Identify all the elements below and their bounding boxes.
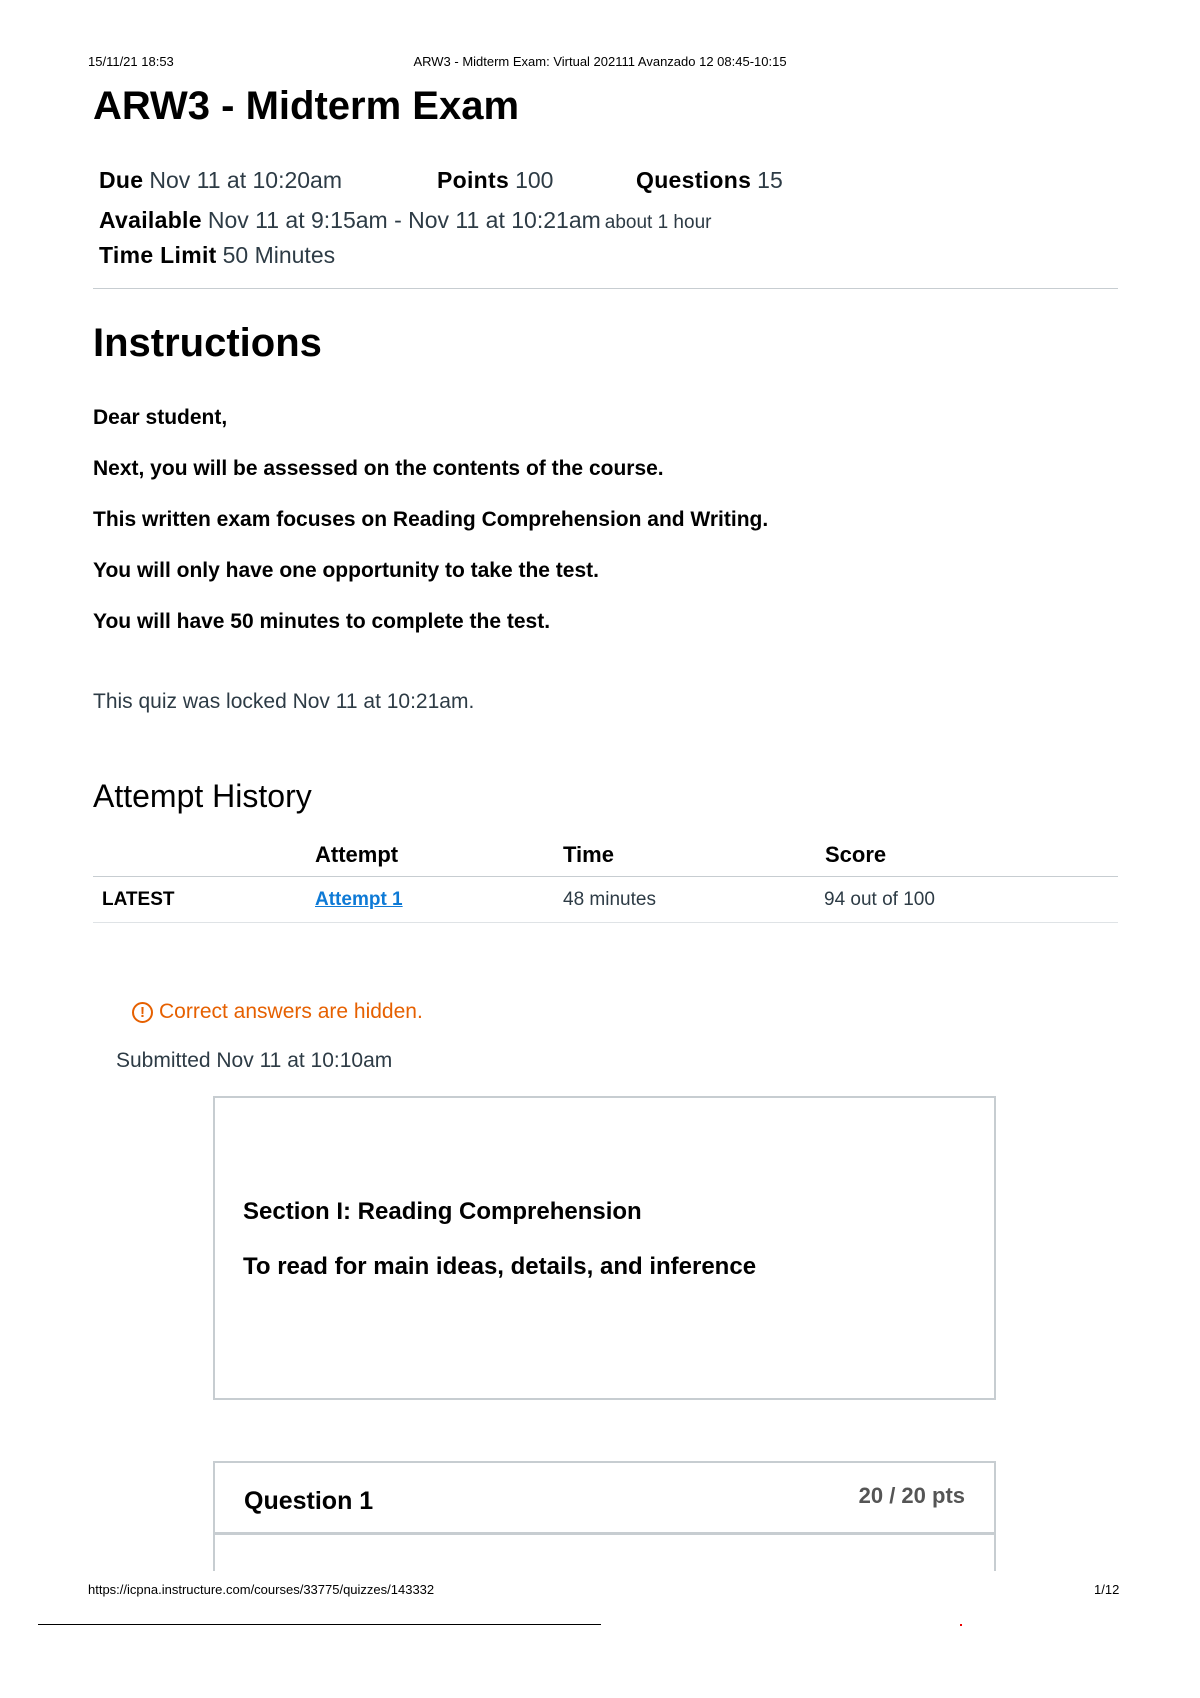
print-page-title: ARW3 - Midterm Exam: Virtual 202111 Avanzado 12 08:45-10:15 (413, 54, 787, 69)
available-label: Available (99, 207, 202, 233)
attempt-cell (315, 889, 403, 911)
table-row-divider (93, 922, 1118, 923)
latest-label: LATEST (102, 889, 175, 910)
footer-line (38, 1624, 601, 1625)
print-url: https://icpna.instructure.com/courses/33775/quizzes/143332 (88, 1582, 435, 1597)
column-header-time: Time (563, 842, 614, 867)
section-subtitle: To read for main ideas, details, and inference (243, 1253, 757, 1280)
locked-note: This quiz was locked Nov 11 at 10:21am. (93, 690, 475, 713)
instruction-line: Next, you will be assessed on the contents of the course. (93, 457, 664, 480)
instruction-line: You will have 50 minutes to complete the test. (93, 610, 551, 633)
due-value: Nov 11 at 10:20am (149, 167, 342, 193)
notice-text: Correct answers are hidden. (159, 1000, 423, 1023)
available-value: Nov 11 at 9:15am - Nov 11 at 10:21am (207, 207, 601, 233)
print-header (0, 54, 1200, 74)
time-limit-value: 50 Minutes (222, 242, 336, 268)
divider (93, 288, 1118, 289)
time-limit-label: Time Limit (99, 242, 217, 268)
questions-value: 15 (757, 167, 783, 193)
question-points: 20 / 20 pts (858, 1483, 965, 1508)
question-title: Question 1 (244, 1487, 374, 1515)
due-label: Due (99, 167, 144, 193)
attempt-history-heading: Attempt History (93, 778, 312, 814)
table-row (93, 876, 1118, 923)
section-title: Section I: Reading Comprehension (243, 1198, 642, 1225)
time-limit-meta (99, 242, 335, 269)
points-value: 100 (515, 167, 554, 193)
due-meta (99, 167, 342, 194)
time-cell: 48 minutes (563, 889, 656, 910)
points-label: Points (437, 167, 510, 193)
instructions-heading: Instructions (93, 321, 322, 365)
question-body (213, 1535, 996, 1571)
question-header (213, 1461, 996, 1535)
points-meta (437, 167, 553, 194)
page-title: ARW3 - Midterm Exam (93, 84, 520, 128)
instruction-line: Dear student, (93, 406, 228, 429)
instruction-line: This written exam focuses on Reading Comprehension and Writing. (93, 508, 769, 531)
column-header-score: Score (825, 842, 887, 867)
questions-label: Questions (636, 167, 752, 193)
attempt-link[interactable]: Attempt 1 (315, 889, 403, 910)
red-mark (960, 1624, 962, 1626)
available-meta (99, 207, 711, 234)
questions-meta (636, 167, 783, 194)
print-page-number: 1/12 (1094, 1582, 1120, 1597)
print-datetime: 15/11/21 18:53 (88, 54, 174, 69)
column-header-attempt: Attempt (315, 842, 399, 867)
instruction-line: You will only have one opportunity to take the test. (93, 559, 599, 582)
exclamation-circle-icon: ! (132, 1002, 153, 1023)
submitted-note: Submitted Nov 11 at 10:10am (116, 1049, 393, 1072)
score-cell: 94 out of 100 (824, 889, 935, 910)
section-box (213, 1096, 996, 1400)
available-duration: about 1 hour (604, 212, 712, 233)
answers-hidden-notice (132, 1000, 423, 1024)
